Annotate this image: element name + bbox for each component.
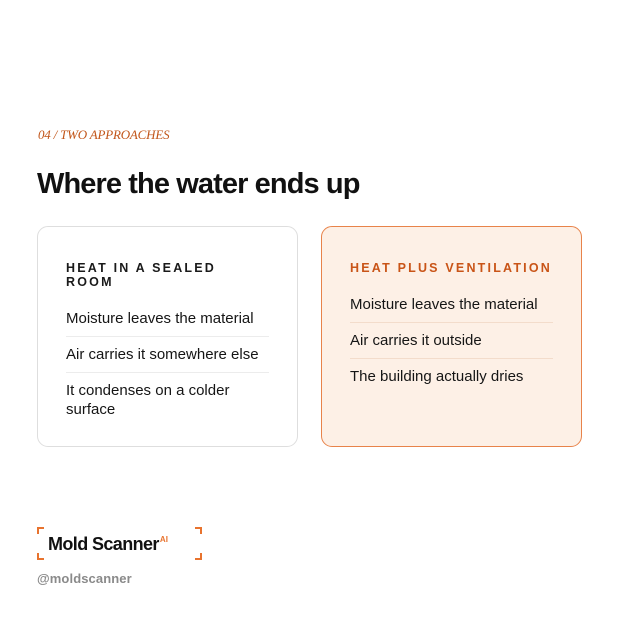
- brand-name-wrap: [48, 534, 168, 555]
- frame-corner: [37, 553, 44, 560]
- card-sealed-room: [37, 226, 298, 447]
- brand-superscript: AI: [159, 535, 169, 544]
- list-item: Air carries it outside: [350, 323, 553, 359]
- brand-name: Mold Scanner: [48, 534, 159, 554]
- card-heading: HEAT IN A SEALED ROOM: [66, 261, 217, 289]
- card-ventilation: [321, 226, 582, 447]
- section-eyebrow: 04 / TWO APPROACHES: [38, 127, 170, 142]
- page-title: Where the water ends up: [37, 168, 360, 200]
- brand-logo: [37, 527, 202, 560]
- list-item: Air carries it somewhere else: [66, 337, 269, 373]
- list-item: Moisture leaves the material: [350, 287, 553, 323]
- frame-corner: [195, 527, 202, 534]
- social-handle: @moldscanner: [37, 571, 132, 586]
- frame-corner: [195, 553, 202, 560]
- list-item: It condenses on a colder surface: [66, 382, 230, 418]
- list-item: The building actually dries: [350, 368, 524, 385]
- frame-corner: [37, 527, 44, 534]
- list-item: Moisture leaves the material: [66, 301, 269, 337]
- card-heading: HEAT PLUS VENTILATION: [350, 261, 552, 275]
